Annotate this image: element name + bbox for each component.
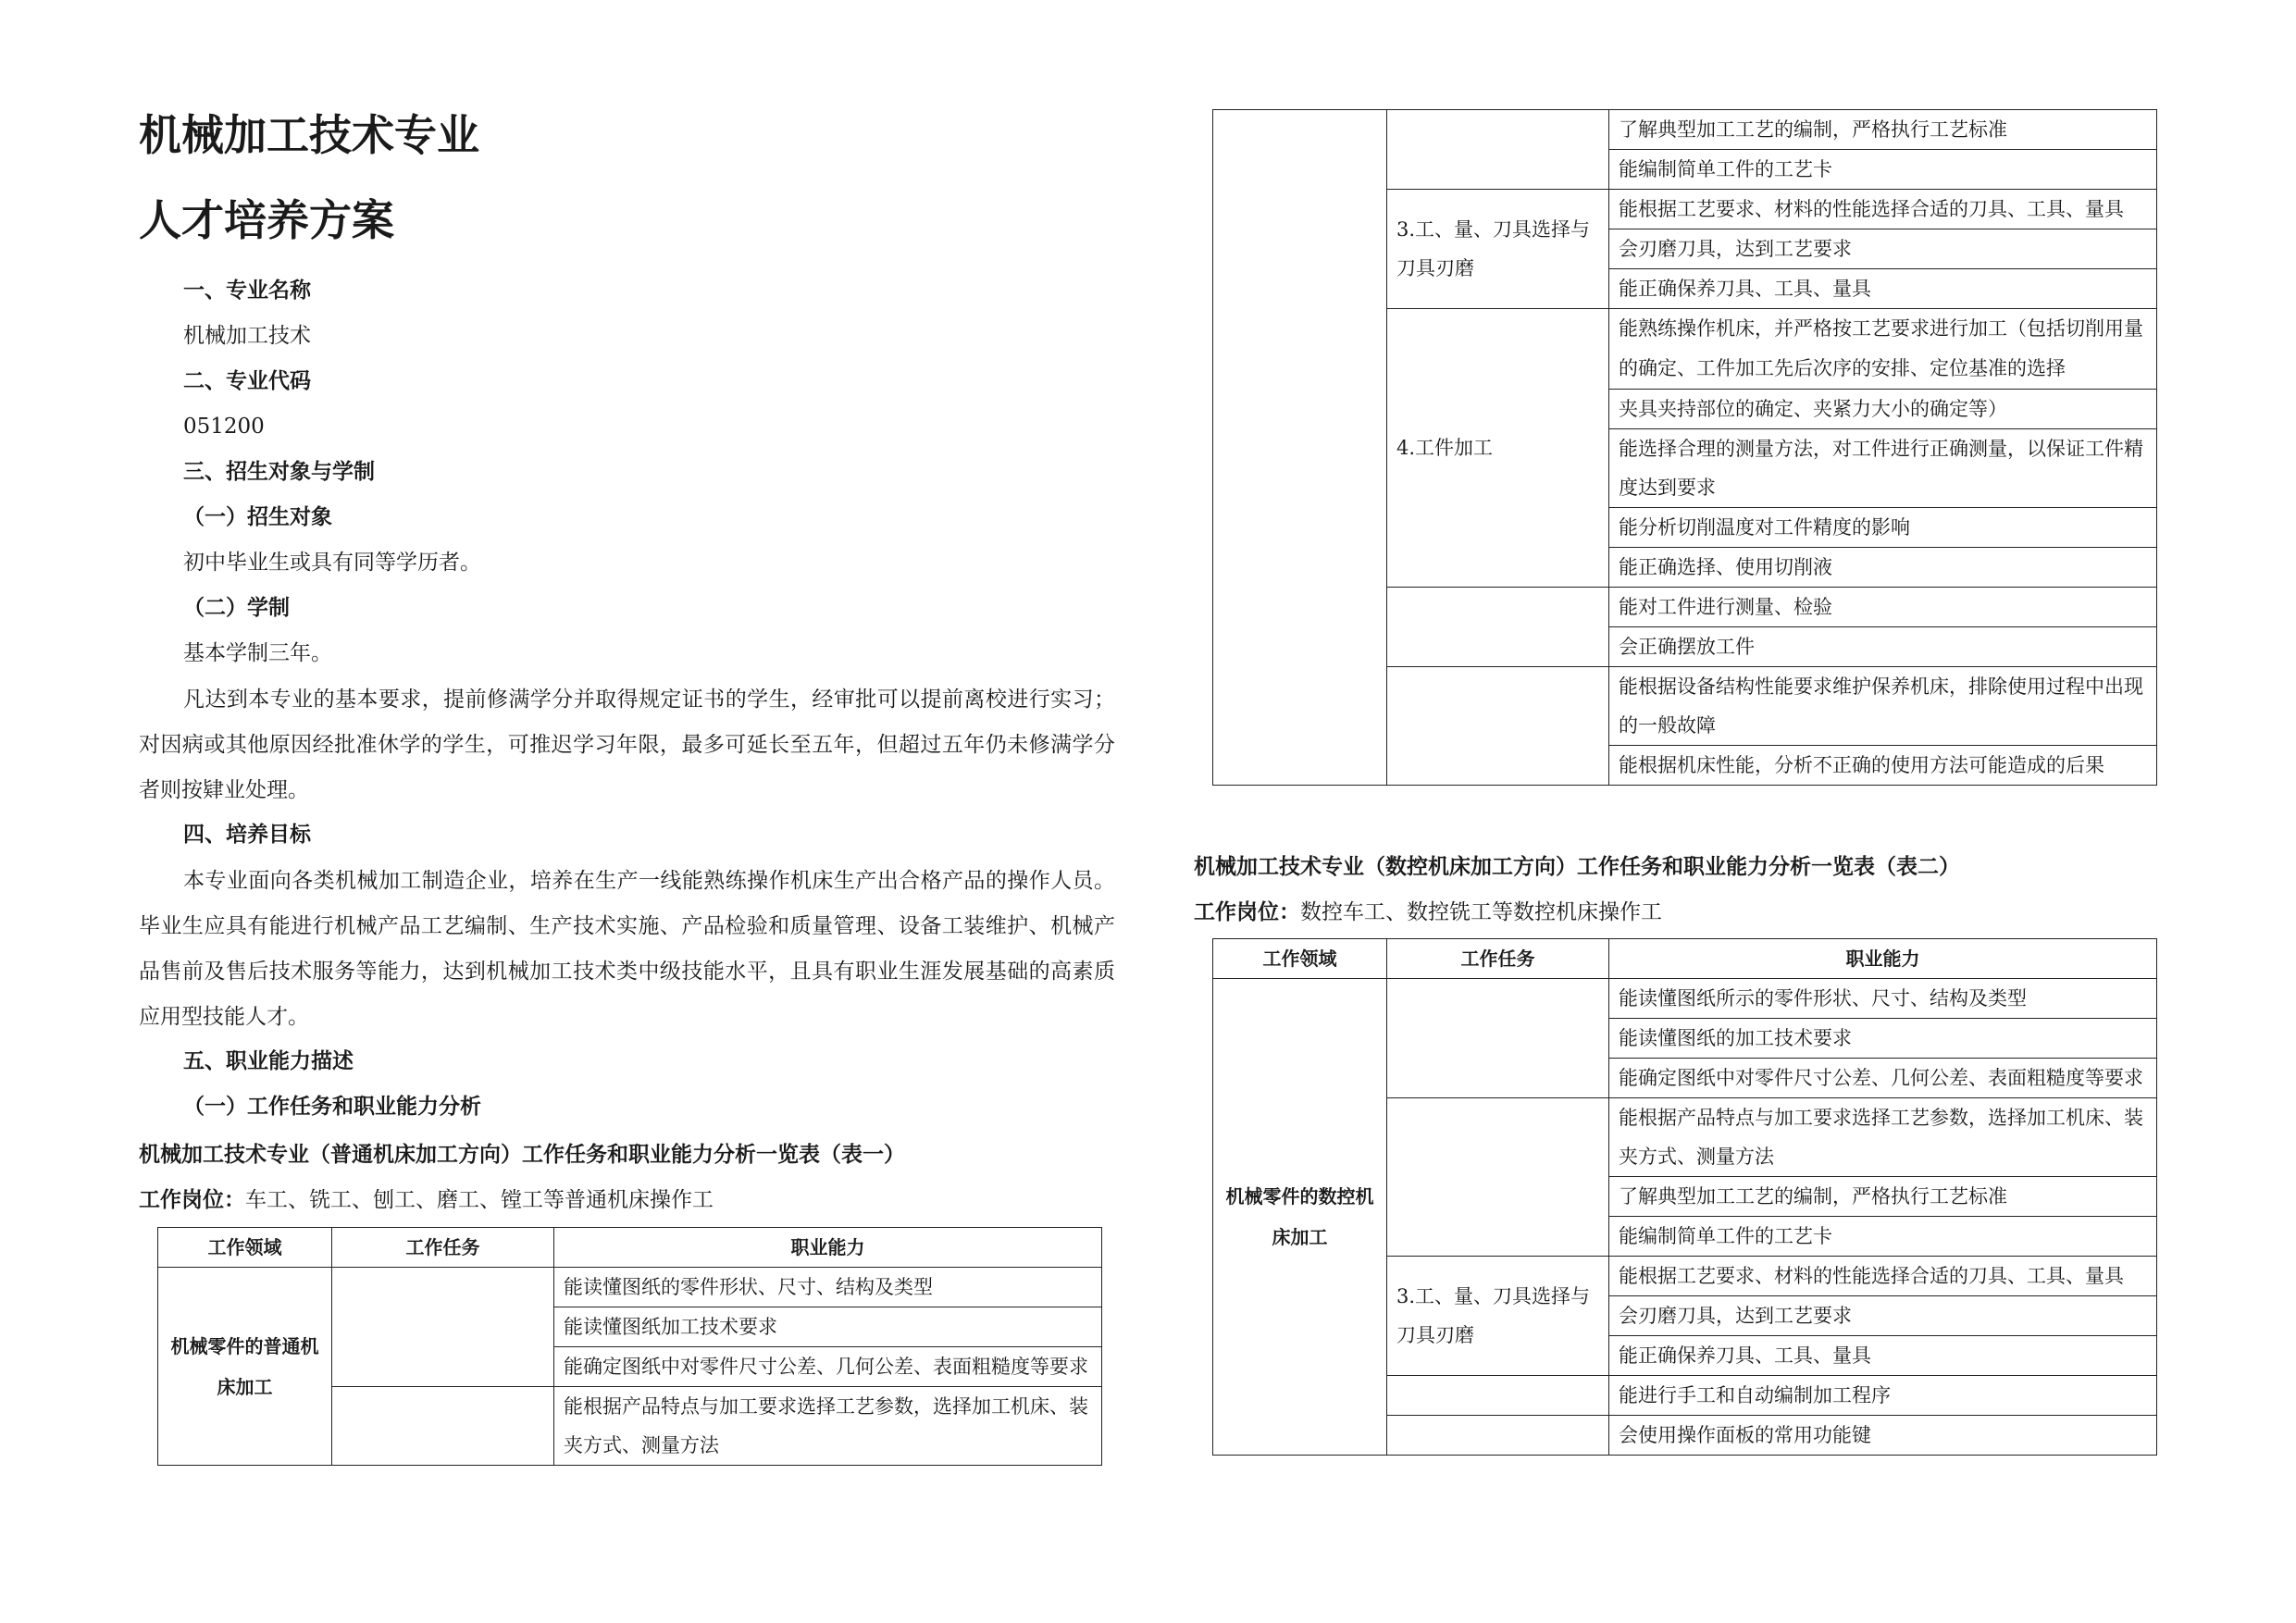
table1-ability-cell: 能确定图纸中对零件尺寸公差、几何公差、表面粗糙度等要求	[554, 1347, 1102, 1387]
table-row	[1213, 110, 2157, 150]
subsection-analysis-heading: （一）工作任务和职业能力分析	[183, 1095, 481, 1119]
table2	[1212, 938, 2157, 1456]
table2-task-cell: 3.工、量、刀具选择与刀具刃磨	[1387, 1257, 1609, 1376]
table1-task-cell	[332, 1268, 554, 1387]
table2-post	[1194, 895, 1662, 925]
table2-domain-cell: 机械零件的数控机床加工	[1213, 979, 1387, 1456]
table2-ability-cell: 能进行手工和自动编制加工程序	[1609, 1376, 2157, 1416]
table1-cont-ability-cell	[1609, 309, 2157, 390]
table1-cont-ability-cell: 能正确保养刀具、工具、量具	[1609, 269, 2157, 309]
doc-title-line1: 机械加工技术专业	[139, 110, 479, 160]
table2-ability-cell: 能读懂图纸的加工技术要求	[1609, 1019, 2157, 1059]
table2-task-cell	[1387, 979, 1609, 1098]
table1-cont-ability-cell: 夹具夹持部位的确定、夹紧力大小的确定等）	[1609, 390, 2157, 429]
duration-paragraph: 凡达到本专业的基本要求，提前修满学分并取得规定证书的学生，经审批可以提前离校进行实习；对因病或其他原因经批准休学的学生，可推迟学习年限，最多可延长至五年，但超过五年仍未修满学分者则按肄业处理。	[139, 688, 1115, 802]
table1-cont-task-cell	[1387, 667, 1609, 786]
table1-cont-ability-cell: 能根据工艺要求、材料的性能选择合适的刀具、工具、量具	[1609, 190, 2157, 229]
table1-header-domain: 工作领域	[158, 1228, 332, 1268]
subsection-duration-body: 基本学制三年。	[183, 641, 332, 665]
table1-cont-ability-cell: 能选择合理的测量方法，对工件进行正确测量，以保证工件精度达到要求	[1609, 429, 2157, 508]
table1-cont-task-cell: 4.工件加工	[1387, 309, 1609, 588]
table1-cont-task-cell	[1387, 110, 1609, 190]
table2-ability-cell: 能编制简单工件的工艺卡	[1609, 1217, 2157, 1257]
table2-ability-cell: 能确定图纸中对零件尺寸公差、几何公差、表面粗糙度等要求	[1609, 1059, 2157, 1098]
subsection-target-body: 初中毕业生或具有同等学历者。	[183, 551, 481, 575]
table1-ability-cell: 能读懂图纸加工技术要求	[554, 1307, 1102, 1347]
table1	[157, 1227, 1102, 1466]
table1-header-task: 工作任务	[332, 1228, 554, 1268]
table-row	[158, 1268, 1102, 1307]
subsection-target-heading: （一）招生对象	[183, 505, 332, 529]
table1-cont-ability-cell: 了解典型加工工艺的编制，严格执行工艺标准	[1609, 110, 2157, 150]
table1-cont-ability-cell: 能分析切削温度对工件精度的影响	[1609, 508, 2157, 548]
table2-ability-cell: 会使用操作面板的常用功能键	[1609, 1416, 2157, 1456]
table2-ability-cell: 能根据工艺要求、材料的性能选择合适的刀具、工具、量具	[1609, 1257, 2157, 1296]
section-name-body: 机械加工技术	[183, 324, 311, 348]
doc-title-line2: 人才培养方案	[139, 195, 394, 245]
table1-domain-cell: 机械零件的普通机床加工	[158, 1268, 332, 1466]
table1-caption: 机械加工技术专业（普通机床加工方向）工作任务和职业能力分析一览表（表一）	[139, 1143, 905, 1167]
table1-post-value: 车工、铣工、刨工、磨工、镗工等普通机床操作工	[245, 1188, 714, 1212]
table1-cont-ability-cell: 能根据机床性能，分析不正确的使用方法可能造成的后果	[1609, 746, 2157, 786]
table1-cont-ability-cell: 能编制简单工件的工艺卡	[1609, 150, 2157, 190]
table2-ability-cell: 会刃磨刀具，达到工艺要求	[1609, 1296, 2157, 1336]
table2-ability-cell: 能根据产品特点与加工要求选择工艺参数，选择加工机床、装夹方式、测量方法	[1609, 1098, 2157, 1177]
goal-paragraph: 本专业面向各类机械加工制造企业，培养在生产一线能熟练操作机床生产出合格产品的操作人员。毕业生应具有能进行机械产品工艺编制、生产技术实施、产品检验和质量管理、设备工装维护、机械产品售前及售后技术服务等能力，达到机械加工技术类中级技能水平，且具有职业生涯发展基础的高素质应用型技能人才。	[139, 869, 1115, 1029]
table1-post-label: 工作岗位：	[139, 1188, 245, 1212]
table2-header-task: 工作任务	[1387, 939, 1609, 979]
table1-cont-ability-cell: 会刃磨刀具，达到工艺要求	[1609, 229, 2157, 269]
table1-ability-cell: 能根据产品特点与加工要求选择工艺参数，选择加工机床、装夹方式、测量方法	[554, 1387, 1102, 1466]
table2-task-cell	[1387, 1416, 1609, 1456]
table1-cont-task-cell	[1387, 588, 1609, 667]
section-code-heading: 二、专业代码	[183, 369, 311, 393]
table2-header-row	[1213, 939, 2157, 979]
table2-post-value: 数控车工、数控铣工等数控机床操作工	[1300, 900, 1662, 924]
table2-ability-cell: 能读懂图纸所示的零件形状、尺寸、结构及类型	[1609, 979, 2157, 1019]
table1-header-row	[158, 1228, 1102, 1268]
table1-header-ability: 职业能力	[554, 1228, 1102, 1268]
subsection-duration-heading: （二）学制	[183, 596, 290, 620]
table1-cont-ability-cell: 能对工件进行测量、检验	[1609, 588, 2157, 627]
table1-cont-domain-cell	[1213, 110, 1387, 786]
section-code-body: 051200	[183, 415, 265, 439]
table2-task-cell	[1387, 1098, 1609, 1257]
table1-ability-cell: 能读懂图纸的零件形状、尺寸、结构及类型	[554, 1268, 1102, 1307]
section-name-heading: 一、专业名称	[183, 279, 311, 303]
table-row	[1213, 979, 2157, 1019]
table2-task-cell	[1387, 1376, 1609, 1416]
table2-header-domain: 工作领域	[1213, 939, 1387, 979]
section-enrollment-heading: 三、招生对象与学制	[183, 460, 375, 484]
table1-post	[139, 1183, 714, 1213]
table2-post-label: 工作岗位：	[1194, 900, 1300, 924]
table2-header-ability: 职业能力	[1609, 939, 2157, 979]
table2-ability-cell: 了解典型加工工艺的编制，严格执行工艺标准	[1609, 1177, 2157, 1217]
table2-ability-cell: 能正确保养刀具、工具、量具	[1609, 1336, 2157, 1376]
table1-task-cell	[332, 1387, 554, 1466]
section-goal-heading: 四、培养目标	[183, 823, 311, 847]
section-ability-heading: 五、职业能力描述	[183, 1049, 354, 1073]
table1-cont-ability-text: 能熟练操作机床，并严格按工艺要求进行加工（包括切削用量的确定、工件加工先后次序的安排、定位基准的选择	[1619, 317, 2143, 379]
table1-cont-task-cell: 3.工、量、刀具选择与刀具刃磨	[1387, 190, 1609, 309]
table1-cont-ability-cell: 能根据设备结构性能要求维护保养机床，排除使用过程中出现的一般故障	[1609, 667, 2157, 746]
table1-cont-ability-cell: 会正确摆放工件	[1609, 627, 2157, 667]
table1-continued	[1212, 109, 2157, 786]
table2-caption: 机械加工技术专业（数控机床加工方向）工作任务和职业能力分析一览表（表二）	[1194, 855, 1960, 879]
table1-cont-ability-cell: 能正确选择、使用切削液	[1609, 548, 2157, 588]
